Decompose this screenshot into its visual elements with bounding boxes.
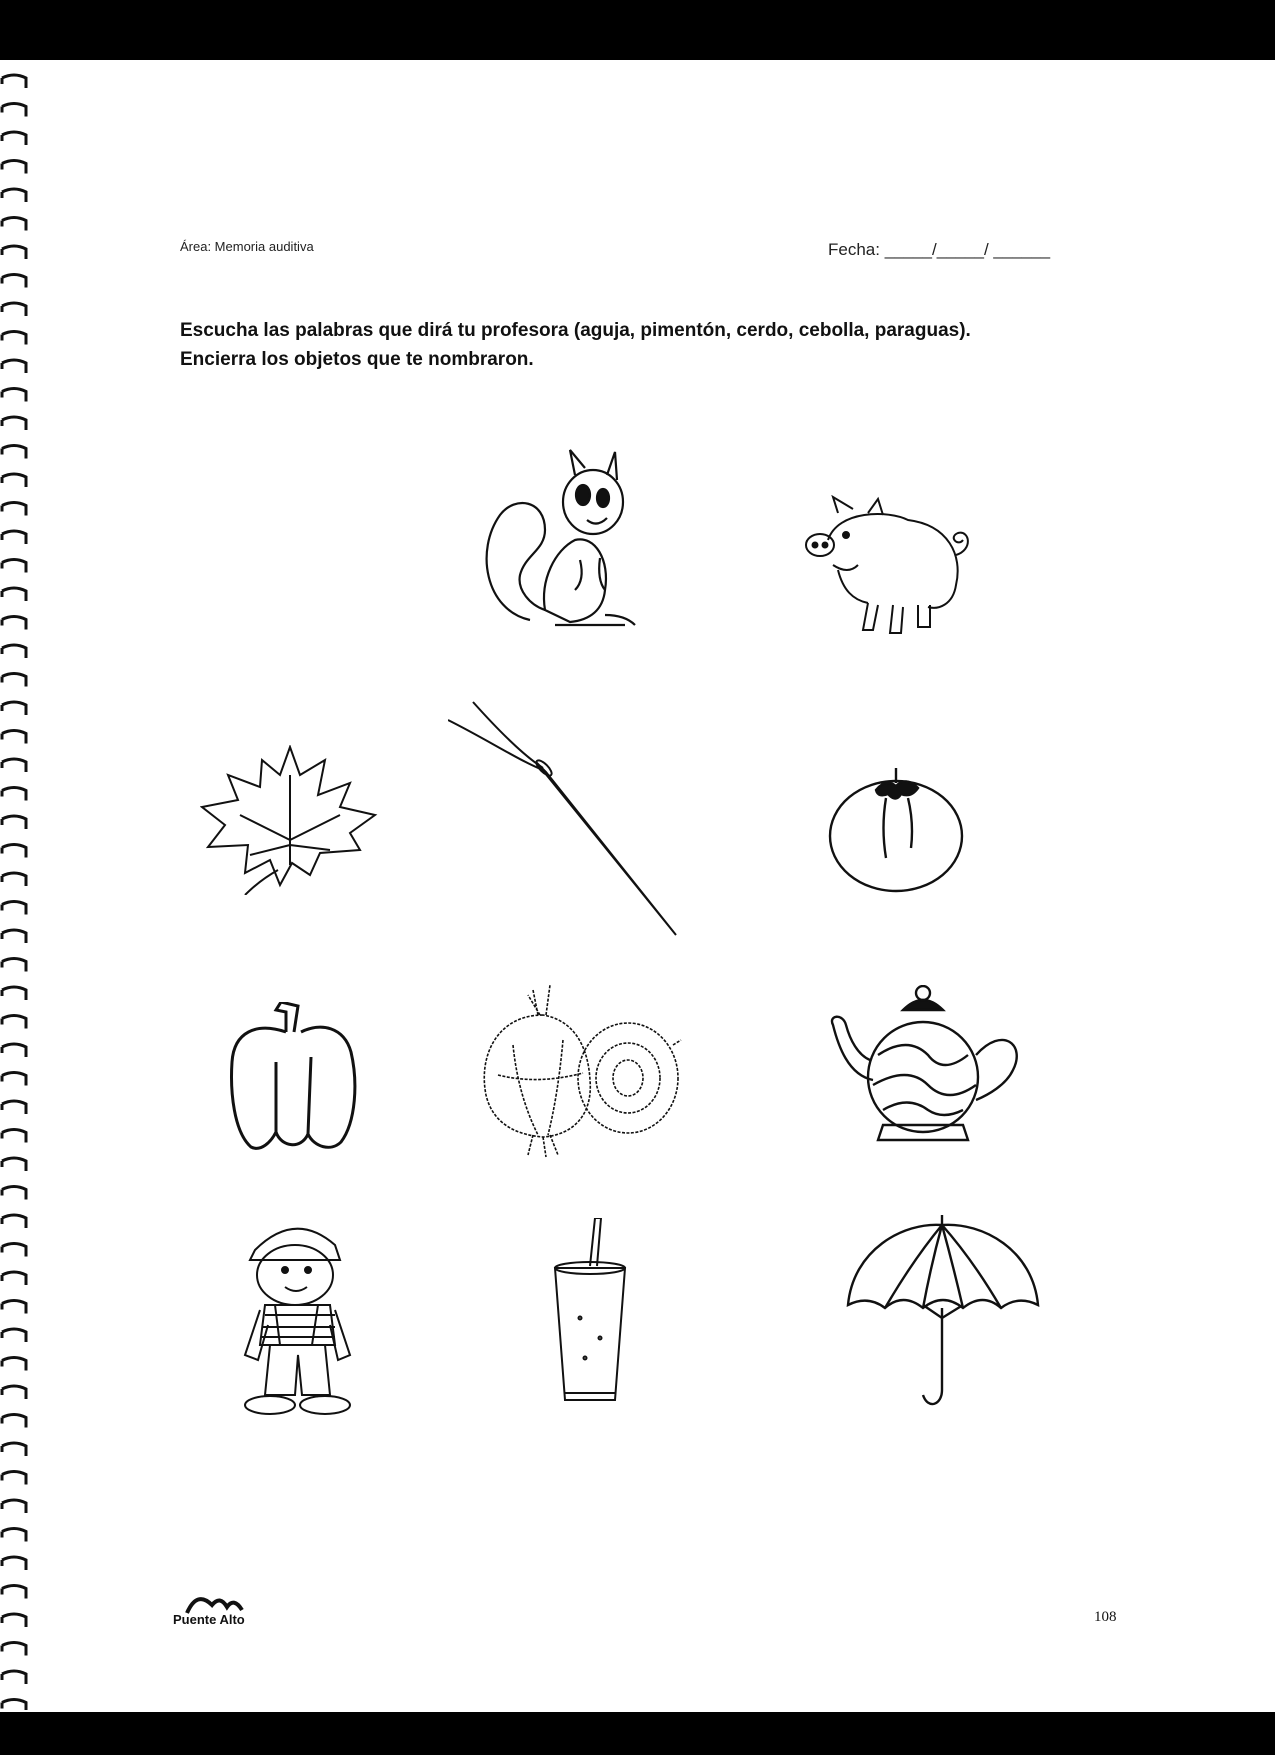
instruction-line-1: Escucha las palabras que dirá tu profesora (aguja, pimentón, cerdo, cebolla, paraguas). xyxy=(180,320,971,341)
date-field: Fecha: _____/_____/ ______ xyxy=(828,240,1051,259)
instruction-line-2: Encierra los objetos que te nombraron. xyxy=(180,349,534,370)
pig-icon[interactable] xyxy=(798,495,973,640)
scan-bottom-border xyxy=(0,1712,1275,1755)
squirrel-icon[interactable] xyxy=(475,440,645,640)
logo-text: Puente Alto xyxy=(173,1612,245,1627)
needle-icon[interactable] xyxy=(448,700,680,940)
boy-icon[interactable] xyxy=(240,1215,362,1420)
umbrella-icon[interactable] xyxy=(843,1210,1041,1415)
maple-leaf-icon[interactable] xyxy=(200,745,378,895)
glass-icon[interactable] xyxy=(545,1218,635,1408)
page-number: 108 xyxy=(1094,1609,1117,1625)
scan-top-border xyxy=(0,0,1275,60)
onion-icon[interactable] xyxy=(478,985,683,1160)
spiral-binding xyxy=(0,70,30,1710)
bell-pepper-icon[interactable] xyxy=(226,1002,361,1152)
instructions xyxy=(180,316,971,374)
teapot-icon[interactable] xyxy=(828,985,1026,1150)
area-label: Área: Memoria auditiva xyxy=(180,239,314,254)
tomato-icon[interactable] xyxy=(826,768,966,893)
